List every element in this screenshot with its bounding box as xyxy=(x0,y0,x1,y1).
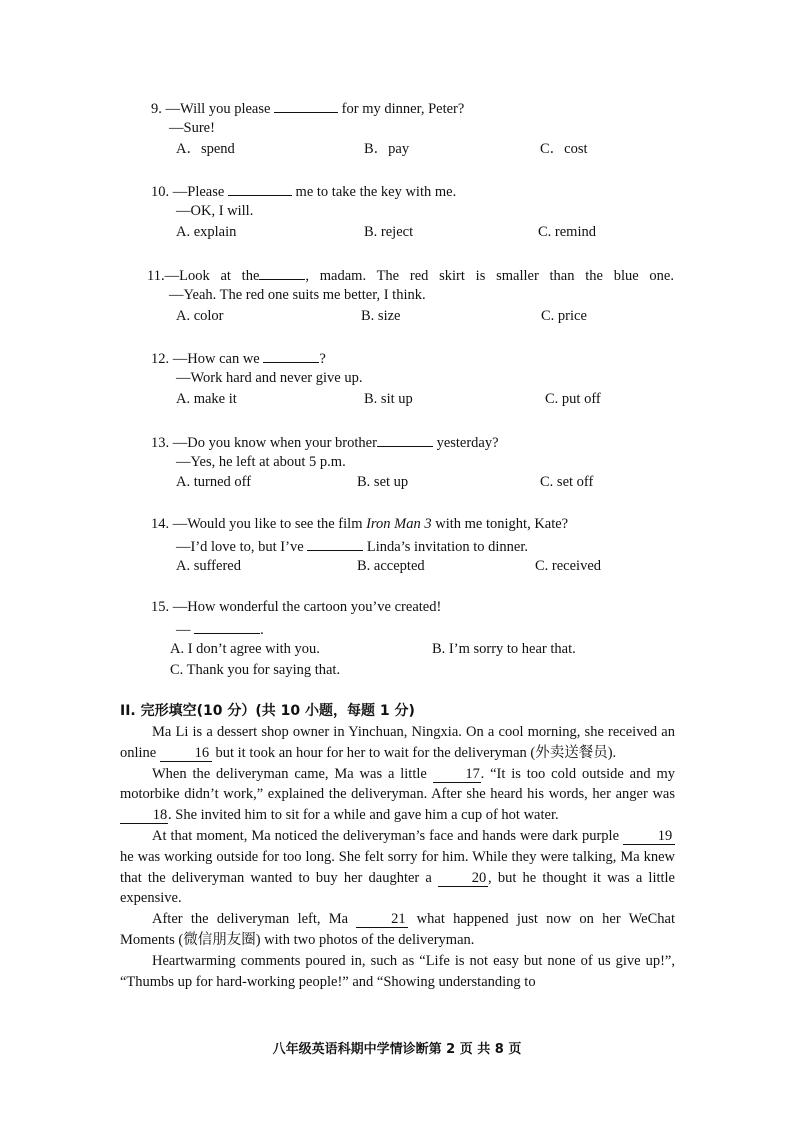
question-11-reply: —Yeah. The red one suits me better, I think. xyxy=(169,287,426,303)
question-number: 13. xyxy=(151,435,170,451)
question-number: 11. xyxy=(147,268,165,284)
question-10-reply: —OK, I will. xyxy=(176,203,254,219)
question-number: 15. xyxy=(151,599,170,615)
option-b: B. size xyxy=(361,308,401,324)
option-a: A. explain xyxy=(176,224,237,240)
answer-blank xyxy=(259,264,305,280)
question-12-stem: 12. —How can we ? xyxy=(151,347,326,369)
question-14-stem: 14. —Would you like to see the film Iron Man 3 with me tonight, Kate? xyxy=(151,516,569,532)
answer-blank xyxy=(194,618,260,634)
paragraph-3: At that moment, Ma noticed the deliveryman’s face and hands were dark purple 19 he was working outside for too long. She felt sorry for him. While they were talking, Ma knew that the deliveryman wanted to buy her daughter a 20 , but he thought it was a little expensive. xyxy=(120,827,675,907)
film-title: Iron Man 3 xyxy=(366,516,432,532)
question-12-reply: —Work hard and never give up. xyxy=(176,370,363,386)
blank-21: 21 xyxy=(356,911,408,928)
page-footer: 八年级英语科期中学情诊断第 2 页 共 8 页 xyxy=(272,1042,522,1057)
question-10-stem: 10. —Please me to take the key with me. xyxy=(151,180,456,202)
section-heading: II. 完形填空(10 分）(共 10 小题，每题 1 分) xyxy=(120,703,415,719)
option-a: A. turned off xyxy=(176,474,252,490)
option-b: B. reject xyxy=(364,224,414,240)
paragraph-4: After the deliveryman left, Ma 21 what happened just now on her WeChat Moments (微信朋友圈) with two photos of the deliveryman. xyxy=(120,911,676,948)
option-c: C. Thank you for saying that. xyxy=(170,662,341,678)
option-c: C. price xyxy=(541,308,587,324)
question-number: 9. xyxy=(151,101,162,117)
option-b: B. sit up xyxy=(364,391,413,407)
option-c: C. received xyxy=(535,558,602,574)
paragraph-5: Heartwarming comments poured in, such as “Life is not easy but none of us give up!”, “Thumbs up for hard-working people!” and “Showing understanding to xyxy=(120,952,675,990)
question-number: 10. xyxy=(151,184,170,200)
option-a: A．spend xyxy=(176,141,235,157)
answer-blank xyxy=(274,97,338,113)
paragraph-2: When the deliveryman came, Ma was a little 17. “It is too cold outside and my motorbike didn’t work,” explained the deliveryman. After she heard his words, her anger was 18. She invited him to sit for a while and gave him a cup of hot water. xyxy=(120,765,675,824)
question-15-reply: — . xyxy=(176,618,264,640)
option-b: B. accepted xyxy=(357,558,425,574)
option-c: C．cost xyxy=(540,141,588,157)
answer-blank xyxy=(307,535,363,551)
question-9-stem: 9. —Will you please for my dinner, Peter? xyxy=(151,97,464,119)
question-9-reply: —Sure! xyxy=(169,120,215,136)
question-13-stem: 13. —Do you know when your brother yesterday? xyxy=(151,431,499,453)
option-a: A. suffered xyxy=(176,558,241,574)
blank-16: 16 xyxy=(160,745,212,762)
paragraph-1: Ma Li is a dessert shop owner in Yinchuan, Ningxia. On a cool morning, she received an online 16 but it took an hour for her to wait for the deliveryman (外卖送餐员). xyxy=(120,724,675,761)
question-13-reply: —Yes, he left at about 5 p.m. xyxy=(176,454,346,470)
option-c: C. remind xyxy=(538,224,596,240)
option-b: B. I’m sorry to hear that. xyxy=(432,641,576,657)
answer-blank xyxy=(263,347,319,363)
question-14-reply: —I’d love to, but I’ve Linda’s invitation to dinner. xyxy=(176,535,528,557)
option-b: B. set up xyxy=(357,474,409,490)
answer-blank xyxy=(228,180,292,196)
blank-18: 18 xyxy=(120,807,168,824)
option-a: A. I don’t agree with you. xyxy=(170,641,320,657)
answer-blank xyxy=(377,431,433,447)
option-a: A. color xyxy=(176,308,224,324)
question-11-stem: 11.—Look at the , madam. The red skirt is smaller than the blue one. xyxy=(147,264,674,286)
option-c: C. put off xyxy=(545,391,601,407)
blank-20: 20 xyxy=(438,870,488,887)
blank-19: 19 xyxy=(623,828,675,845)
option-c: C. set off xyxy=(540,474,594,490)
option-a: A. make it xyxy=(176,391,237,407)
blank-17: 17 xyxy=(433,766,481,783)
cloze-passage xyxy=(120,722,675,992)
option-b: B．pay xyxy=(364,141,410,157)
question-15-stem: 15. —How wonderful the cartoon you’ve created! xyxy=(151,599,442,615)
question-number: 14. xyxy=(151,516,170,532)
question-number: 12. xyxy=(151,351,170,367)
